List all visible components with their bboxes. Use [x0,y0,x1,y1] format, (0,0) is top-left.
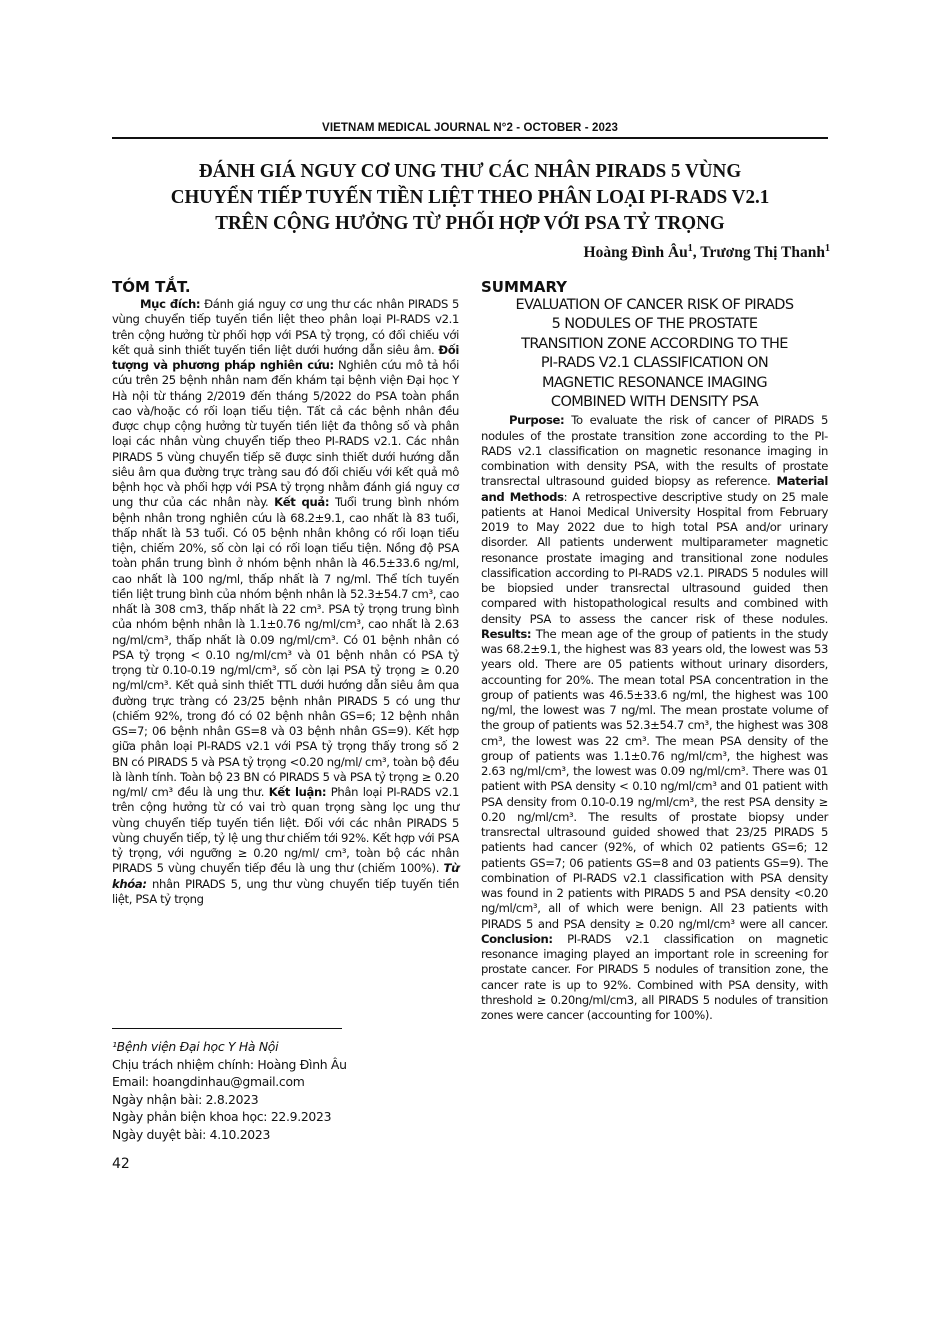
title-line: MAGNETIC RESONANCE IMAGING [541,374,768,391]
text: : A retrospective descriptive study on 25 male patients at Hanoi Medical University Hospital from February 2019 to May 2022 due to high total PSA and/or urinary disorder. All patients underwent multiparameter magnetic resonance prostate imaging and transitional zone nodules classification according to PI-RADS v2.1. PIRADS 5 nodules will be biopsied under transrectal ultrasound guided then compared with histopathological results and combined with density PSA to assess the cancer risk of these nodules. [481,489,828,626]
text: Đánh giá nguy cơ ung thư các nhân PIRADS 5 vùng chuyển tiếp tuyến tiền liệt theo phân loại PI-RADS v2.1 trên cộng hưởng từ phối hợp với PSA tỷ trọng, có đối chiếu với kết quả sinh thiết tuyến tiền liệt dưới hướng dẫn siêu âm. [112,297,460,357]
label: Kết luận: [268,785,327,799]
text: nhân PIRADS 5, ung thư vùng chuyển tiếp tuyến tiền liệt, PSA tỷ trọng [112,876,459,906]
accepted-date: Ngày duyệt bài: 4.10.2023 [112,1126,271,1142]
label: Mục đích: [140,297,201,311]
email: Email: hoangdinhau@gmail.com [112,1074,305,1090]
text: PI-RADS v2.1 classification on magnetic resonance imaging played an important role in screening for prostate cancer. For PIRADS 5 nodules of transition zone, the cancer rate is up to 92%. Combined with PSA density, with threshold ≥ 0.20ng/ml/cm3, all PIRADS 5 nodules of transition zones were cancer (accounting for 100%). [481,931,828,1023]
footnotes [112,1038,347,1144]
text: Phân loại PI-RADS v2.1 trên cộng hưởng từ có vai trò quan trọng sàng lọc ung thư vùng chuyển tiếp tuyến tiền liệt. Đối với các nhân PIRADS 5 vùng chuyển tiếp, tỷ lệ ung thư chiếm tới 92%. Kết hợp với PSA tỷ trọng, với ngưỡng ≥ 0.20 ng/ml/ cm³, toàn bộ các nhân PIRADS 5 vùng chuyển tiếp đều là ung thư (chiếm 100%). [112,785,460,876]
affiliation-mark: 1 [687,242,693,254]
header-rule [112,137,828,139]
affiliation-mark: 1 [825,242,830,254]
english-summary [481,277,828,1023]
text: The mean age of the group of patients in the study was 68.2±9.1, the highest was 83 years old, the lowest was 53 years old. There are 05 patients without urinary disorders, accounting for 20%. The mean total PSA concentration in the group of patients was 46.5±33.6 ng/ml, the highest was 100 ng/ml, the lowest was 7 ng/ml. The mean prostate volume of the group of patients was 52.3±54.7 cm³, the highest was 308 cm³, the lowest was 22 cm³. The mean PSA density of the group of patients was 1.1±0.76 ng/ml/cm³, the highest was 2.63 ng/ml/cm³, the lowest was 0.09 ng/ml/cm³. There was 01 patient with PSA density < 0.10 ng/ml/cm³ and 01 patient with PSA density from 0.10-0.19 ng/ml/cm³, the rest PSA density ≥ 0.20 ng/ml/cm³. The results of prostate biopsy under transrectal ultrasound guided showed that 23/25 PIRADS 5 patients had cancer (92%, of which 02 patients GS=6; 12 patients GS=7; 06 patients GS=8 and 03 patients GS=9). The combination of PI-RADS v2.1 classification with PSA density was found in 2 patients with PIRADS 5 and PSA density <0.20 ng/ml/cm³, all of which were benign. All 23 patients with PIRADS 5 and PSA density ≥ 0.20 ng/ml/cm³ were all cancer. [481,626,828,931]
authors [584,244,830,262]
label: Material and Methods [481,474,828,504]
text: To evaluate the risk of cancer of PIRADS 5 nodules of the prostate transition zone according to the PI-RADS v2.1 classification on magnetic resonance imaging in combination with density PSA, with the results of prostate transrectal ultrasound guided biopsy as reference. [481,413,828,489]
journal-header: VIETNAM MEDICAL JOURNAL N°2 - OCTOBER - 2023 [322,122,618,134]
label: Từ khóa: [112,861,459,891]
label: Results: [481,626,532,641]
title-line: ĐÁNH GIÁ NGUY CƠ UNG THƯ CÁC NHÂN PIRADS 5 VÙNG [198,160,742,182]
corresponding-author: Chịu trách nhiệm chính: Hoàng Đình Âu [112,1056,347,1072]
section-heading: TÓM TẮT. [112,278,191,296]
received-date: Ngày nhận bài: 2.8.2023 [112,1091,259,1107]
title-line: EVALUATION OF CANCER RISK OF PIRADS [515,297,794,313]
label: Kết quả: [274,495,330,510]
author-separator: , [692,244,701,261]
author-name: Hoàng Đình Âu [583,244,688,261]
affiliation-footnote: ¹Bệnh viện Đại học Y Hà Nội [112,1039,279,1054]
english-title [481,296,828,412]
text: Nghiên cứu mô tả hồi cứu trên 25 bệnh nhân nam đến khám tại bệnh viện Đại học Y Hà nội từ tháng 2/2019 đến tháng 5/2022 do PSA toàn phần cao và/hoặc có rối loạn tiểu tiện. Tất cả các bệnh nhân đều được chụp cộng hưởng từ tuyến tiền liệt đa thông số và phân loại các nhân vùng chuyển tiếp theo PI-RADS v2.1. Các nhân PIRADS 5 vùng chuyển tiếp sẽ được sinh thiết dưới hướng dẫn siêu âm qua đường trực tràng sau đó đối chiếu với kết quả mô bệnh học và phối hợp với PSA tỷ trọng nhằm đánh giá nguy cơ ung thư của các nhân này. [112,358,459,510]
title-line: CHUYỂN TIẾP TUYẾN TIỀN LIỆT THEO PHÂN LOẠI PI-RADS V2.1 [170,186,770,208]
section-heading: SUMMARY [481,278,568,296]
article-title [137,158,803,236]
page-number: 42 [112,1156,130,1172]
review-date: Ngày phản biện khoa học: 22.9.2023 [112,1109,332,1125]
title-line: PI-RADS V2.1 CLASSIFICATION ON [540,355,769,372]
title-line: 5 NODULES OF THE PROSTATE [551,316,758,333]
abstract-paragraph [112,297,459,907]
label: Đối tượng và phương pháp nghiên cứu: [112,342,459,372]
vietnamese-abstract [112,277,459,907]
footnote-rule [112,1028,342,1029]
label: Purpose: [509,413,565,428]
title-line: COMBINED WITH DENSITY PSA [550,394,759,411]
label: Conclusion: [481,931,553,946]
title-line: TRANSITION ZONE ACCORDING TO THE [521,335,788,352]
author-name: Trương Thị Thanh [700,244,825,261]
title-line: TRÊN CỘNG HƯỞNG TỪ PHỐI HỢP VỚI PSA TỶ TRỌNG [215,212,725,234]
text: Tuổi trung bình nhóm bệnh nhân trong nghiên cứu là 68.2±9.1, cao nhất là 83 tuổi, thấp nhất là 53 tuổi. Có 05 bệnh nhân không có rối loạn tiểu tiện, chiếm 20%, số còn lại có rối loạn tiểu tiện. Nồng độ PSA toàn phần trung bình ở nhóm bệnh nhân là 46.5±33.6 ng/ml, cao nhất là 100 ng/ml, thấp nhất là 7 ng/ml. Thể tích tuyến tiền liệt trung bình của nhóm bệnh nhân là 52.3±54.7 cm³, cao nhất là 308 cm3, thấp nhất là 22 cm³. PSA tỷ trọng trung bình của nhóm bệnh nhân là 1.1±0.76 ng/ml/cm³, cao nhất là 2.63 ng/ml/cm³, thấp nhất là 0.09 ng/ml/cm³. Có 01 bệnh nhân có PSA tỷ trọng < 0.10 ng/ml/cm³ và 01 bệnh nhân có PSA tỷ trọng từ 0.10-0.19 ng/ml/cm³, số còn lại PSA tỷ trọng ≥ 0.20 ng/ml/cm³. Kết quả sinh thiết TTL dưới hướng dẫn siêu âm qua đường trực tràng có 23/25 bệnh nhân PIRADS 5 có ung thư (chiếm 92%, trong đó có 02 bệnh nhân GS=6; 12 bệnh nhân GS=7; 06 bệnh nhân GS=8 và 03 bệnh nhân GS=9). Kết hợp giữa phân loại PI-RADS v2.1 với PSA tỷ trọng thấy trong số 2 BN có PIRADS 5 và PSA tỷ trọng <0.20 ng/ml/ cm³, toàn bộ đều là lành tính. Toàn bộ 23 BN có PIRADS 5 và PSA tỷ trọng ≥ 0.20 ng/ml/ cm³ đều là ung thư. [112,495,460,799]
summary-paragraph [481,413,828,1023]
